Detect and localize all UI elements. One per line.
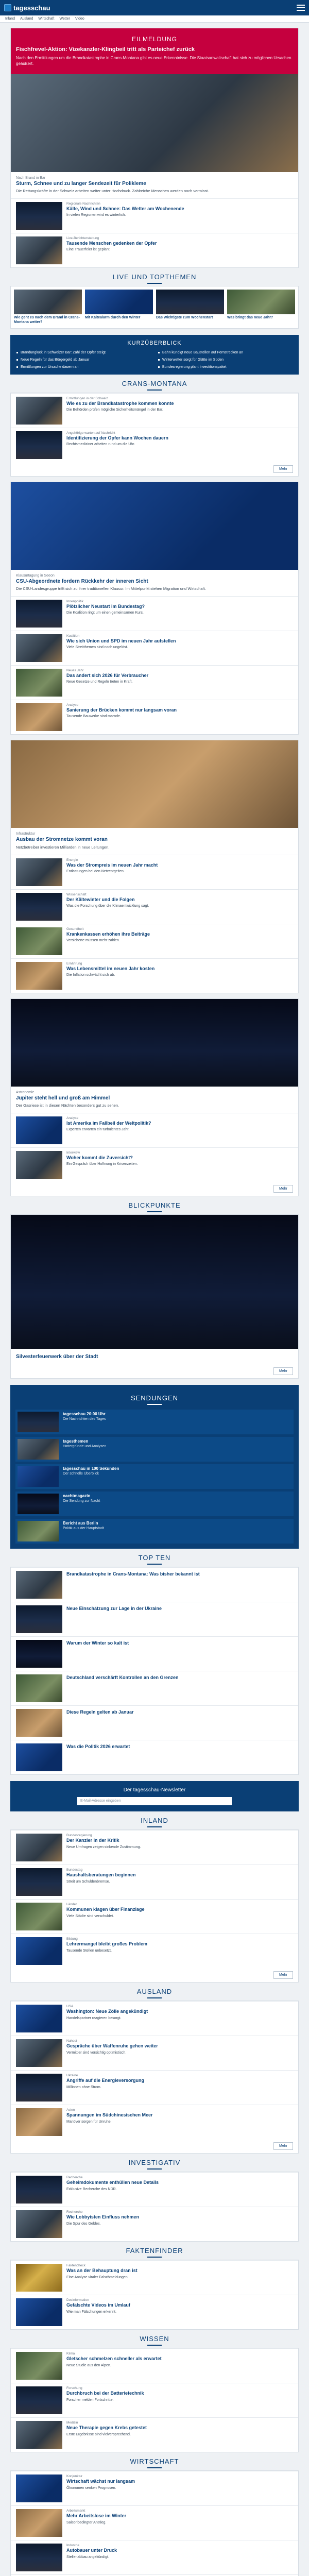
breaking-news[interactable]	[10, 28, 299, 268]
teaser: In vielen Regionen wird es winterlich.	[66, 213, 126, 217]
sendung-item[interactable]: tagesthemen Hintergründe und Analysen	[15, 1437, 294, 1462]
list-item[interactable]	[11, 233, 298, 267]
kurz-item[interactable]: Brandunglück in Schweizer Bar: Zahl der Opfer steigt	[16, 350, 151, 355]
nav-item[interactable]: Wetter	[59, 17, 70, 21]
list-item[interactable]: Konjunktur Wirtschaft wächst nur langsam Ökonomen senken Prognosen.	[11, 2471, 298, 2505]
list-item[interactable]: Ernährung Was Lebensmittel im neuen Jahr kosten Die Inflation schwächt sich ab.	[11, 958, 298, 993]
lead-title[interactable]: Sturm, Schnee und zu langer Sendezeit für Polikleme	[16, 180, 146, 187]
list-item[interactable]: Deutschland verschärft Kontrollen an den Grenzen	[11, 1671, 298, 1705]
list-item[interactable]: Diese Regeln gelten ab Januar	[11, 1705, 298, 1740]
brand-logo[interactable]	[4, 4, 50, 12]
section-blick: BLICKPUNKTE	[10, 1196, 299, 1214]
teaser: Die CSU-Landesgruppe trifft sich zu ihrer traditionellen Klausur. Im Mittelpunkt stehen Migration und Wirtschaft.	[16, 586, 206, 591]
list-item[interactable]: Länder Kommunen klagen über Finanzlage Viele Städte sind verschuldet.	[11, 1899, 298, 1934]
list-item[interactable]: Asien Spannungen im Südchinesischen Meer Manöver sorgen für Unruhe.	[11, 2105, 298, 2139]
main-nav	[0, 15, 309, 23]
section-wirtschaft: WIRTSCHAFT	[10, 2452, 299, 2470]
section-live: LIVE UND TOPTHEMEN	[10, 268, 299, 286]
list-item[interactable]: Warum der Winter so kalt ist	[11, 1636, 298, 1671]
kurz-title: KURZÜBERBLICK	[127, 340, 182, 346]
construction-image	[11, 740, 298, 828]
list-item[interactable]	[11, 198, 298, 233]
inland-box	[10, 1829, 299, 1982]
section-crans: CRANS-MONTANA	[10, 375, 299, 393]
live-item[interactable]: Wie geht es nach dem Brand in Crans-Montana weiter?	[14, 290, 82, 325]
list-item[interactable]: Analyse Sanierung der Brücken kommt nur langsam voran Tausende Bauwerke sind marode.	[11, 700, 298, 734]
list-item[interactable]: Recherche Wie Lobbyisten Einfluss nehmen Die Spur des Geldes.	[11, 2207, 298, 2241]
list-item[interactable]: Recherche Geheimdokumente enthüllen neue Details Exklusive Recherche des NDR.	[11, 2172, 298, 2207]
more-button[interactable]: Mehr	[273, 1367, 293, 1375]
csu-article[interactable]	[10, 482, 299, 735]
list-item[interactable]: Gesundheit Krankenkassen erhöhen ihre Beiträge Versicherte müssen mehr zahlen.	[11, 924, 298, 958]
wissen-box	[10, 2348, 299, 2452]
section-inland: INLAND	[10, 1811, 299, 1829]
newsletter-title: Der tagesschau-Newsletter	[123, 1787, 186, 1793]
list-item[interactable]: USA Washington: Neue Zölle angekündigt Handelspartner reagieren besorgt.	[11, 2001, 298, 2036]
section-ausland: AUSLAND	[10, 1982, 299, 2001]
headline[interactable]: Tausende Menschen gedenken der Opfer	[66, 241, 157, 246]
breaking-headline[interactable]: Fischfrevel-Aktion: Vizekanzler-Klingbeil tritt als Parteichef zurück	[16, 46, 195, 53]
list-item[interactable]: Bundesregierung Der Kanzler in der Kritik Neue Umfragen zeigen sinkende Zustimmung.	[11, 1830, 298, 1865]
kurz-item[interactable]: Bundesregierung plant Investitionspaket	[158, 365, 293, 369]
headline[interactable]: CSU-Abgeordnete fordern Rückkehr der inneren Sicht	[16, 578, 148, 584]
section-topten: TOP TEN	[10, 1549, 299, 1567]
list-item[interactable]: Bundestag Haushaltsberatungen beginnen Streit um Schuldenbremse.	[11, 1865, 298, 1899]
newsletter-box	[10, 1781, 299, 1811]
investigativ-box	[10, 2172, 299, 2242]
list-item[interactable]: Innenpolitik Plötzlicher Neustart im Bundestag? Die Koalition ringt um einen gemeinsamen Kurs.	[11, 596, 298, 631]
csu-image	[11, 482, 298, 570]
menu-icon[interactable]	[297, 5, 305, 11]
construction-article[interactable]: Infrastruktur Ausbau der Stromnetze kommt voran Netzbetreiber investieren Milliarden in neue Leitungen. Energie Was der Strompreis im neuen Jahr macht Entlastungen bei den Netzentgelten. Wissenschaft Der Kältewinter und die Folgen Was die Forschung über die Klimaentwicklung sagt. Gesundheit Krankenkassen erhöhen ihre Beiträge Versicherte müssen mehr zahlen. Ernährung Was Lebensmittel im neuen Jahr kosten Die Inflation schwächt sich ab.	[10, 740, 299, 993]
main-content	[10, 28, 299, 2576]
nav-item[interactable]: Video	[75, 17, 84, 21]
list-item[interactable]: Was die Politik 2026 erwartet	[11, 1740, 298, 1774]
lead-image[interactable]	[11, 74, 298, 172]
list-item[interactable]: Angehörige warten auf Nachricht Identifizierung der Opfer kann Wochen dauern Rechtsmediziner arbeiten rund um die Uhr.	[11, 428, 298, 462]
section-faktenfinder: FAKTENFINDER	[10, 2242, 299, 2260]
topten-box	[10, 1567, 299, 1775]
blick-box[interactable]	[10, 1214, 299, 1379]
live-item[interactable]: Das Wichtigste zum Wochenstart	[156, 290, 224, 325]
lead-text: Die Rettungskräfte in der Schweiz arbeiten weiter unter Hochdruck. Zahlreiche Menschen werden noch vermisst.	[16, 189, 209, 194]
list-item[interactable]: Brandkatastrophe in Crans-Montana: Was bisher bekannt ist	[11, 1567, 298, 1602]
blick-image	[11, 1215, 298, 1349]
breaking-teaser: Nach den Ermittlungen um die Brandkatastrophe in Crans-Montana gibt es neue Erkenntnisse. Die Staatsanwaltschaft hat sich zu möglichen Ursachen geäußert.	[16, 56, 291, 66]
more-button[interactable]: Mehr	[273, 1971, 293, 1979]
list-item[interactable]: Interview Woher kommt die Zuversicht? Ein Gespräch über Hoffnung in Krisenzeiten.	[11, 1147, 298, 1182]
list-item[interactable]: Arbeitsmarkt Mehr Arbeitslose im Winter Saisonbedingter Anstieg.	[11, 2505, 298, 2540]
lead-dateline: Nach Brand in Bar	[16, 176, 46, 180]
list-item[interactable]: Forschung Durchbruch bei der Batterietechnik Forscher melden Fortschritte.	[11, 2383, 298, 2417]
list-item[interactable]: Desinformation Gefälschte Videos im Umlauf Wie man Fälschungen erkennt.	[11, 2295, 298, 2329]
blick-caption: Silvesterfeuerwerk über der Stadt	[16, 1353, 98, 1360]
ausland-box	[10, 2001, 299, 2154]
headline[interactable]: Kälte, Wind und Schnee: Das Wetter am Wochenende	[66, 206, 184, 212]
brand-name: tagesschau	[13, 4, 50, 12]
list-item[interactable]: Industrie Autobauer unter Druck Stellenabbau angekündigt.	[11, 2540, 298, 2574]
dateline: Live-Berichterstattung	[66, 236, 99, 241]
live-item[interactable]: Was bringt das neue Jahr?	[227, 290, 295, 325]
list-item[interactable]: Faktencheck Was an der Behauptung dran ist Eine Analyse viraler Falschmeldungen.	[11, 2260, 298, 2295]
teaser: Eine Trauerfeier ist geplant.	[66, 248, 111, 252]
nav-item[interactable]: Inland	[5, 17, 15, 21]
thumbnail	[16, 236, 62, 264]
more-button[interactable]: Mehr	[273, 2142, 293, 2150]
thumbnail	[16, 202, 62, 230]
kurzueberblick-box	[10, 335, 299, 375]
list-item[interactable]: Ukraine Angriffe auf die Energieversorgung Millionen ohne Strom.	[11, 2070, 298, 2105]
section-wissen: WISSEN	[10, 2330, 299, 2348]
dateline: Regionale Nachrichten	[66, 202, 100, 206]
list-item[interactable]: Wissenschaft Der Kältewinter und die Folgen Was die Forschung über die Klimaentwicklung sagt.	[11, 889, 298, 924]
sendung-item[interactable]: Bericht aus Berlin Politik aus der Hauptstadt	[15, 1519, 294, 1544]
night-article[interactable]: Astronomie Jupiter steht hell und groß am Himmel Der Gasriese ist in diesen Nächten besonders gut zu sehen. Analyse Ist Amerika im Fallbeil der Weltpolitik? Experten erwarten ein turbulentes Jahr. Interview Woher kommt die Zuversicht? Ein Gespräch über Hoffnung in Krisenzeiten. Mehr	[10, 998, 299, 1196]
faktenfinder-box	[10, 2260, 299, 2330]
list-item[interactable]: Neues Jahr Das ändert sich 2026 für Verbraucher Neue Gesetze und Regeln treten in Kraft.	[11, 665, 298, 700]
night-image	[11, 999, 298, 1087]
list-item[interactable]: Klima Gletscher schmelzen schneller als erwartet Neue Studie aus den Alpen.	[11, 2348, 298, 2383]
sendung-item[interactable]: tagesschau in 100 Sekunden Der schnelle Überblick	[15, 1464, 294, 1489]
breaking-kicker: EILMELDUNG	[131, 36, 178, 43]
section-investigativ: INVESTIGATIV	[10, 2154, 299, 2172]
kurz-item[interactable]: Winterwetter sorgt für Glätte im Süden	[158, 358, 293, 362]
sendung-item[interactable]: nachtmagazin Die Sendung zur Nacht	[15, 1492, 294, 1516]
list-item[interactable]: Medizin Neue Therapie gegen Krebs getestet Erste Ergebnisse sind vielversprechend.	[11, 2417, 298, 2452]
list-item[interactable]: Ermittlungen in der Schweiz Wie es zu der Brandkatastrophe kommen konnte Die Behörden prüfen mögliche Sicherheitsmängel in der Bar.	[11, 393, 298, 428]
list-item[interactable]: Koalition Wie sich Union und SPD im neuen Jahr aufstellen Viele Streitthemen sind noch ungelöst.	[11, 631, 298, 665]
crans-box	[10, 393, 299, 477]
list-item[interactable]: Neue Einschätzung zur Lage in der Ukraine	[11, 1602, 298, 1636]
live-grid	[10, 286, 299, 329]
list-item[interactable]: Nahost Gespräche über Waffenruhe gehen weiter Vermittler sind vorsichtig optimistisch.	[11, 2036, 298, 2070]
kurz-item[interactable]: Bahn kündigt neue Baustellen auf Fernstrecken an	[158, 350, 293, 355]
kurz-item[interactable]: Ermittlungen zur Ursache dauern an	[16, 365, 151, 369]
nav-item[interactable]: Wirtschaft	[38, 17, 55, 21]
nav-item[interactable]: Ausland	[20, 17, 33, 21]
top-bar	[0, 0, 309, 15]
logo-icon	[4, 4, 11, 11]
more-button[interactable]: Mehr	[273, 465, 293, 473]
list-item[interactable]: Energie Was der Strompreis im neuen Jahr macht Entlastungen bei den Netzentgelten.	[11, 855, 298, 889]
live-item[interactable]: Mit Kältealarm durch den Winter	[85, 290, 153, 325]
sendung-item[interactable]: tagesschau 20:00 Uhr Die Nachrichten des Tages	[15, 1410, 294, 1434]
wirtschaft-box	[10, 2470, 299, 2576]
kurz-item[interactable]: Neue Regeln für das Bürgergeld ab Januar	[16, 358, 151, 362]
dateline: Klausurtagung in Seeon	[16, 573, 55, 578]
more-button[interactable]: Mehr	[273, 1185, 293, 1193]
email-field[interactable]: E-Mail-Adresse eingeben	[77, 1797, 232, 1805]
sendungen-box: SENDUNGEN tagesschau 20:00 Uhr Die Nachrichten des Tages tagesthemen Hintergründe und Analysen tagesschau in 100 Sekunden Der schnelle Überblick nachtmagazin Die Sendung zur Nacht Bericht aus Berlin Politik aus der Hauptstadt	[10, 1385, 299, 1549]
list-item[interactable]: Bildung Lehrermangel bleibt großes Problem Tausende Stellen unbesetzt.	[11, 1934, 298, 1968]
list-item[interactable]: Analyse Ist Amerika im Fallbeil der Weltpolitik? Experten erwarten ein turbulentes Jahr.	[11, 1113, 298, 1147]
